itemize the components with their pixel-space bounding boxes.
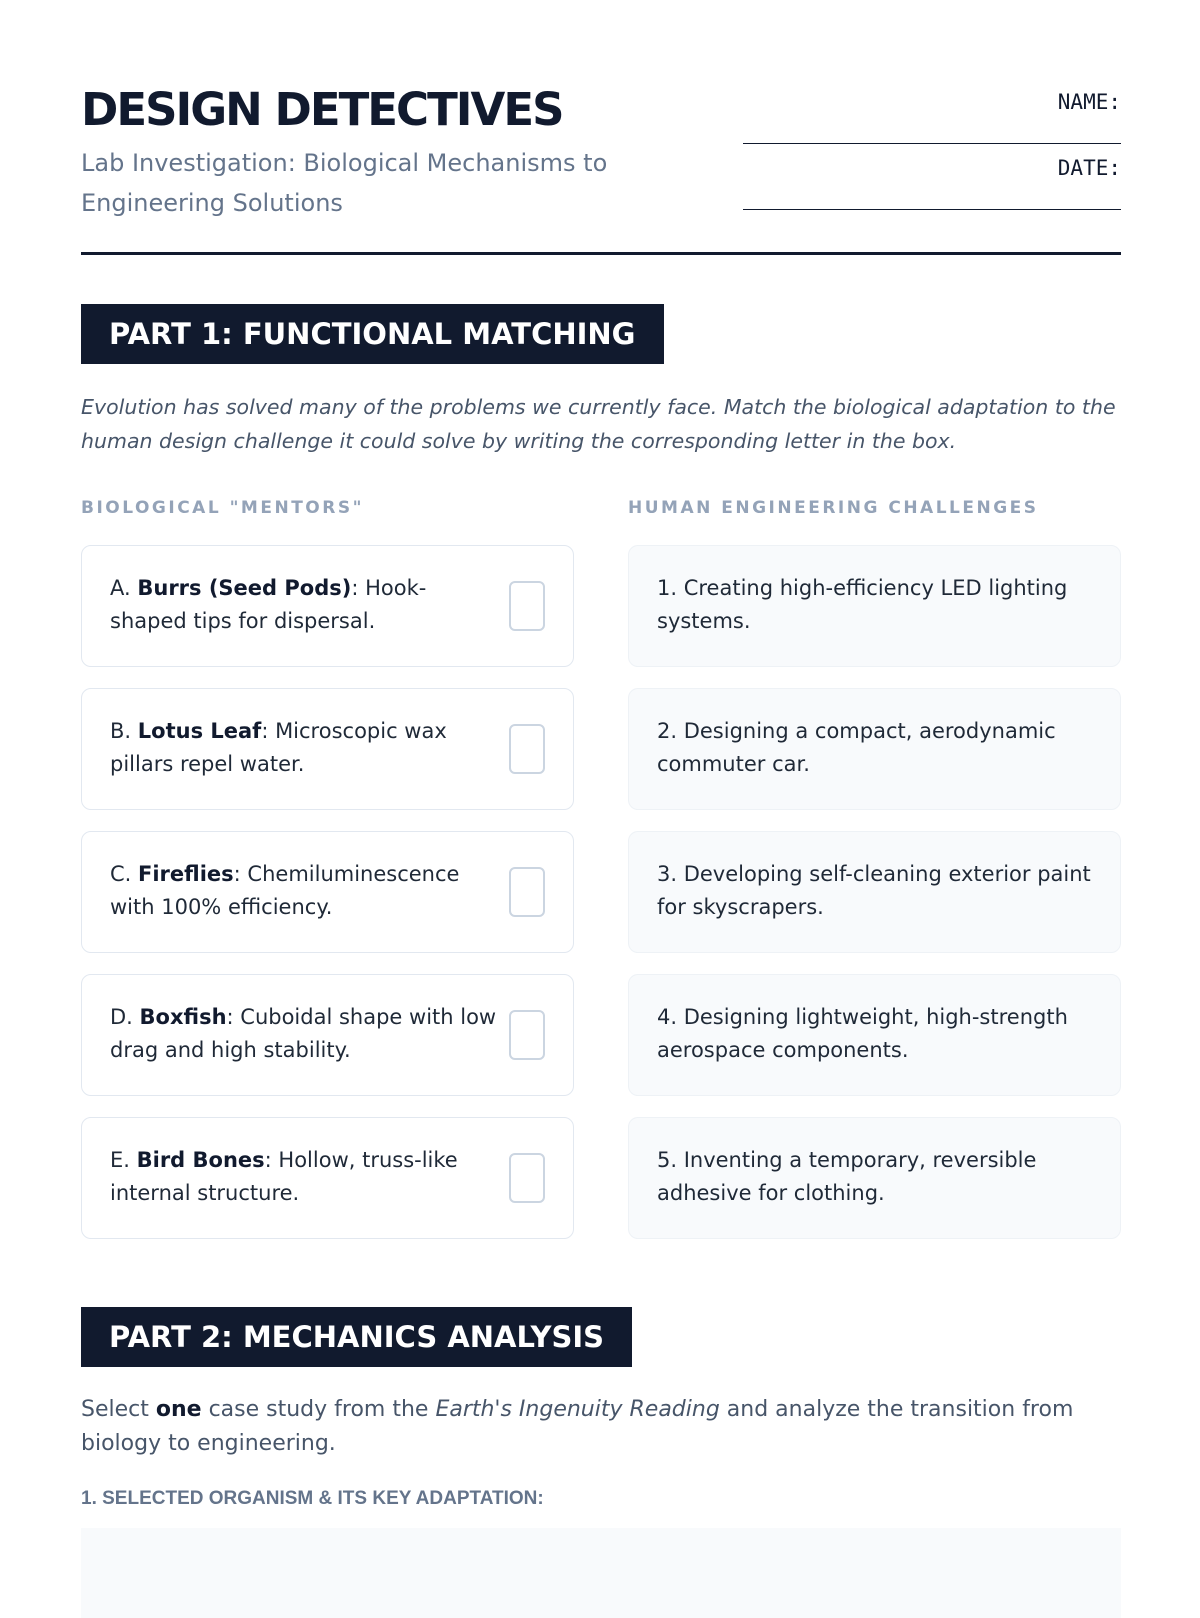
challenges-column-header: HUMAN ENGINEERING CHALLENGES bbox=[628, 498, 1039, 518]
intro-text: Select bbox=[81, 1397, 156, 1422]
mentor-card-b bbox=[81, 688, 574, 810]
question-1-label: 1. SELECTED ORGANISM & ITS KEY ADAPTATION: bbox=[81, 1488, 544, 1509]
challenge-card-1: 1. Creating high-efficiency LED lighting systems. bbox=[628, 545, 1121, 667]
answer-box-a[interactable] bbox=[509, 581, 545, 631]
challenge-card-4: 4. Designing lightweight, high-strength aerospace components. bbox=[628, 974, 1121, 1096]
page-title: DESIGN DETECTIVES bbox=[81, 83, 563, 136]
mentor-card-e bbox=[81, 1117, 574, 1239]
mentor-letter: E. bbox=[110, 1148, 137, 1172]
mentor-name: Burrs (Seed Pods) bbox=[137, 576, 352, 600]
mentor-description: : Chemiluminescence with 100% efficiency. bbox=[110, 862, 460, 919]
intro-text: and analyze the transition from biology to engineering. bbox=[81, 1397, 1074, 1456]
reading-title: Earth's Ingenuity Reading bbox=[435, 1397, 720, 1422]
mentors-column-header: BIOLOGICAL "MENTORS" bbox=[81, 498, 364, 518]
challenge-card-5: 5. Inventing a temporary, reversible adhesive for clothing. bbox=[628, 1117, 1121, 1239]
challenge-card-2: 2. Designing a compact, aerodynamic commuter car. bbox=[628, 688, 1121, 810]
mentor-card-d bbox=[81, 974, 574, 1096]
mentor-name: Fireflies bbox=[138, 862, 234, 886]
answer-box-e[interactable] bbox=[509, 1153, 545, 1203]
mentor-description: : Cuboidal shape with low drag and high stability. bbox=[110, 1005, 497, 1062]
intro-text: case study from the bbox=[201, 1397, 436, 1422]
date-label: DATE: bbox=[1057, 156, 1121, 180]
mentor-letter: D. bbox=[110, 1005, 140, 1029]
page-subtitle: Lab Investigation: Biological Mechanisms to Engineering Solutions bbox=[81, 149, 608, 217]
mentor-letter: C. bbox=[110, 862, 139, 886]
mentor-name: Lotus Leaf bbox=[137, 719, 262, 743]
mentor-description: : Hollow, truss-like internal structure. bbox=[110, 1148, 458, 1205]
answer-box-d[interactable] bbox=[509, 1010, 545, 1060]
worksheet-header bbox=[81, 0, 1121, 255]
mentor-description: : Microscopic wax pillars repel water. bbox=[110, 719, 447, 776]
answer-box-c[interactable] bbox=[509, 867, 545, 917]
student-info-fields bbox=[743, 86, 1121, 218]
part1-heading: PART 1: FUNCTIONAL MATCHING bbox=[81, 304, 664, 364]
challenge-card-3: 3. Developing self-cleaning exterior paint for skyscrapers. bbox=[628, 831, 1121, 953]
name-field[interactable] bbox=[743, 86, 1121, 144]
mentor-letter: A. bbox=[110, 576, 138, 600]
mentor-name: Boxfish bbox=[139, 1005, 227, 1029]
question-1-answer-area[interactable] bbox=[81, 1528, 1121, 1618]
worksheet-page bbox=[81, 0, 1121, 1509]
date-field[interactable] bbox=[743, 152, 1121, 210]
part2-heading: PART 2: MECHANICS ANALYSIS bbox=[81, 1307, 632, 1367]
mentor-name: Bird Bones bbox=[136, 1148, 265, 1172]
part1-instructions: Evolution has solved many of the problems we currently face. Match the biological adaptation to the human design challenge it could solve by writing the corresponding letter in the box. bbox=[81, 395, 1116, 453]
mentor-letter: B. bbox=[110, 719, 138, 743]
mentor-card-c bbox=[81, 831, 574, 953]
mentor-card-a bbox=[81, 545, 574, 667]
part2-instructions bbox=[81, 1393, 1121, 1461]
mentor-description: : Hook-shaped tips for dispersal. bbox=[110, 576, 427, 633]
answer-box-b[interactable] bbox=[509, 724, 545, 774]
intro-emphasis: one bbox=[155, 1397, 202, 1422]
name-label: NAME: bbox=[1057, 90, 1121, 114]
